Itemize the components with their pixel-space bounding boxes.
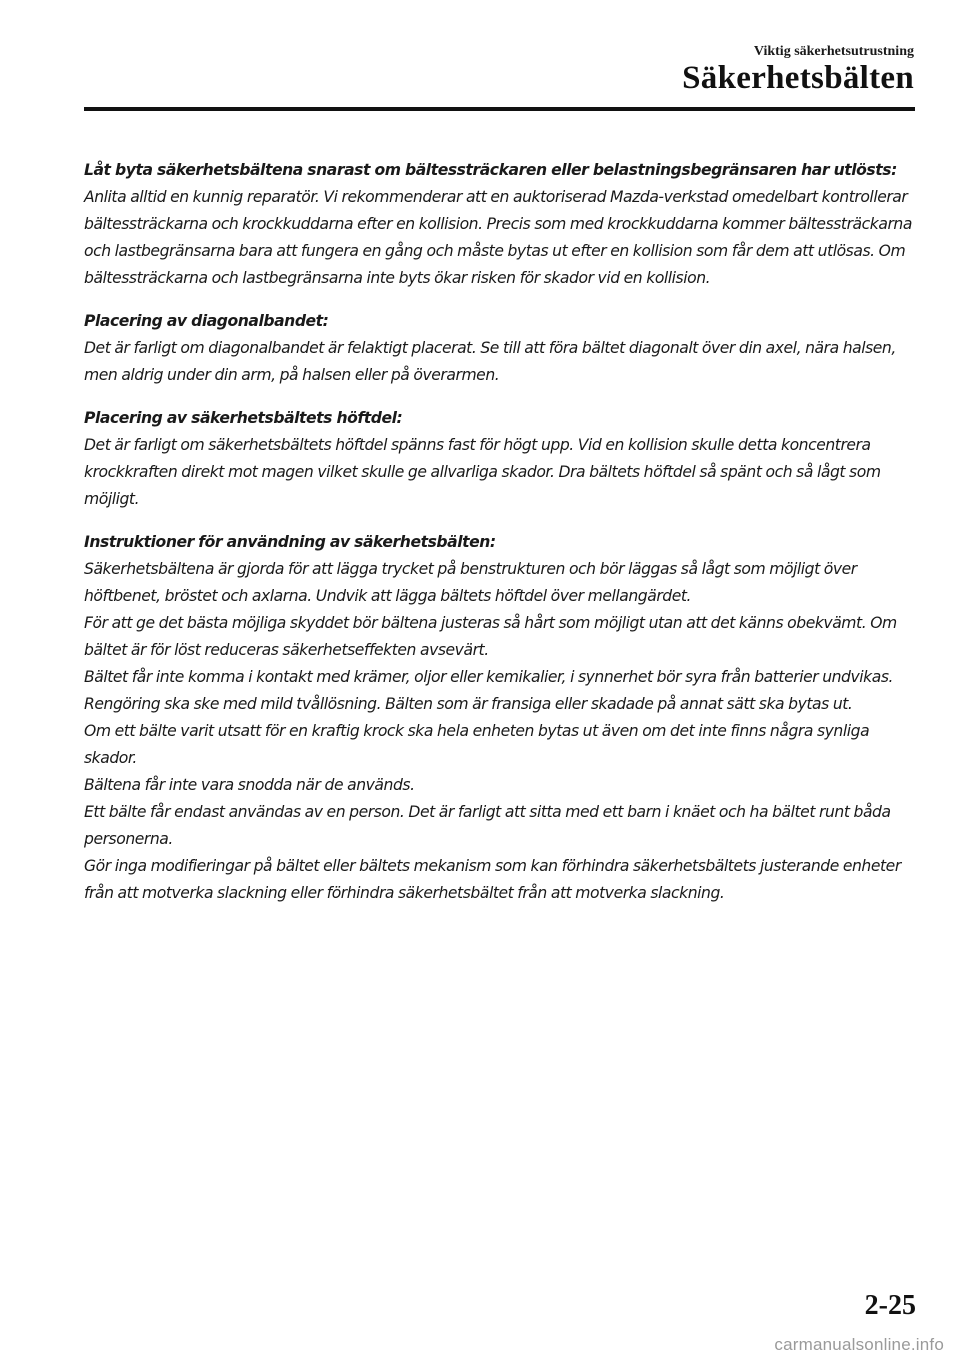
page-number: 2-25 [864,1290,916,1321]
block-paragraph: Det är farligt om diagonalbandet är felaktigt placerat. Se till att föra bältet diagonalt över din axel, nära halsen, men aldrig under din arm, på halsen eller på överarmen. [84,339,896,384]
header-divider [84,107,915,111]
warning-block-belt-replacement [84,157,919,292]
block-heading: Låt byta säkerhetsbältena snarast om bältessträckaren eller belastningsbegränsaren har utlösts: [84,161,897,179]
block-heading: Placering av diagonalbandet: [84,312,329,330]
block-paragraph: Bältena får inte vara snodda när de används. [84,776,415,794]
section-label: Viktig säkerhetsutrustning [753,44,914,59]
block-paragraph: Säkerhetsbältena är gjorda för att lägga trycket på benstrukturen och bör läggas så lågt som möjligt över höftbenet, bröstet och axlarna. Undvik att lägga bältets höftdel över mellangärdet. [84,560,857,605]
block-heading: Instruktioner för användning av säkerhetsbälten: [84,533,496,551]
warning-block-shoulder-belt [84,308,919,389]
watermark: carmanualsonline.info [774,1335,944,1354]
block-paragraph: Ett bälte får endast användas av en person. Det är farligt att sitta med ett barn i knäet och ha bältet runt båda personerna. [84,803,891,848]
block-paragraph: Om ett bälte varit utsatt för en kraftig krock ska hela enheten bytas ut även om det inte finns några synliga skador. [84,722,870,767]
page-title: Säkerhetsbälten [682,60,914,96]
document-body [84,157,919,923]
block-paragraph: Anlita alltid en kunnig reparatör. Vi rekommenderar att en auktoriserad Mazda-verkstad omedelbart kontrollerar bältessträckarna och krockkuddarna efter en kollision. Precis som med krockkuddarna kommer bältessträckarna och lastbegränsarna bara att fungera en gång och måste bytas ut efter en kollision som får dem att utlösas. Om bältessträckarna och lastbegränsarna inte byts ökar risken för skador vid en kollision. [84,188,912,287]
block-heading: Placering av säkerhetsbältets höftdel: [84,409,403,427]
block-paragraph: För att ge det bästa möjliga skyddet bör bältena justeras så hårt som möjligt utan att det känns obekvämt. Om bältet är för löst reduceras säkerhetseffekten avsevärt. [84,614,897,659]
block-paragraph: Gör inga modifieringar på bältet eller bältets mekanism som kan förhindra säkerhetsbältets justerande enheter från att motverka slackning eller förhindra säkerhetsbältet från att motverka slackning. [84,857,901,902]
block-paragraph: Det är farligt om säkerhetsbältets höftdel spänns fast för högt upp. Vid en kollision skulle detta koncentrera krockkraften direkt mot magen vilket skulle ge allvarliga skador. Dra bältets höftdel så spänt och så lågt som möjligt. [84,436,881,508]
warning-block-usage-instructions [84,529,919,907]
warning-block-lap-belt [84,405,919,513]
block-paragraph: Bältet får inte komma i kontakt med krämer, oljor eller kemikalier, i synnerhet bör syra från batterier undvikas. Rengöring ska ske med mild tvållösning. Bälten som är fransiga eller skadade på annat sätt ska bytas ut. [84,668,894,713]
